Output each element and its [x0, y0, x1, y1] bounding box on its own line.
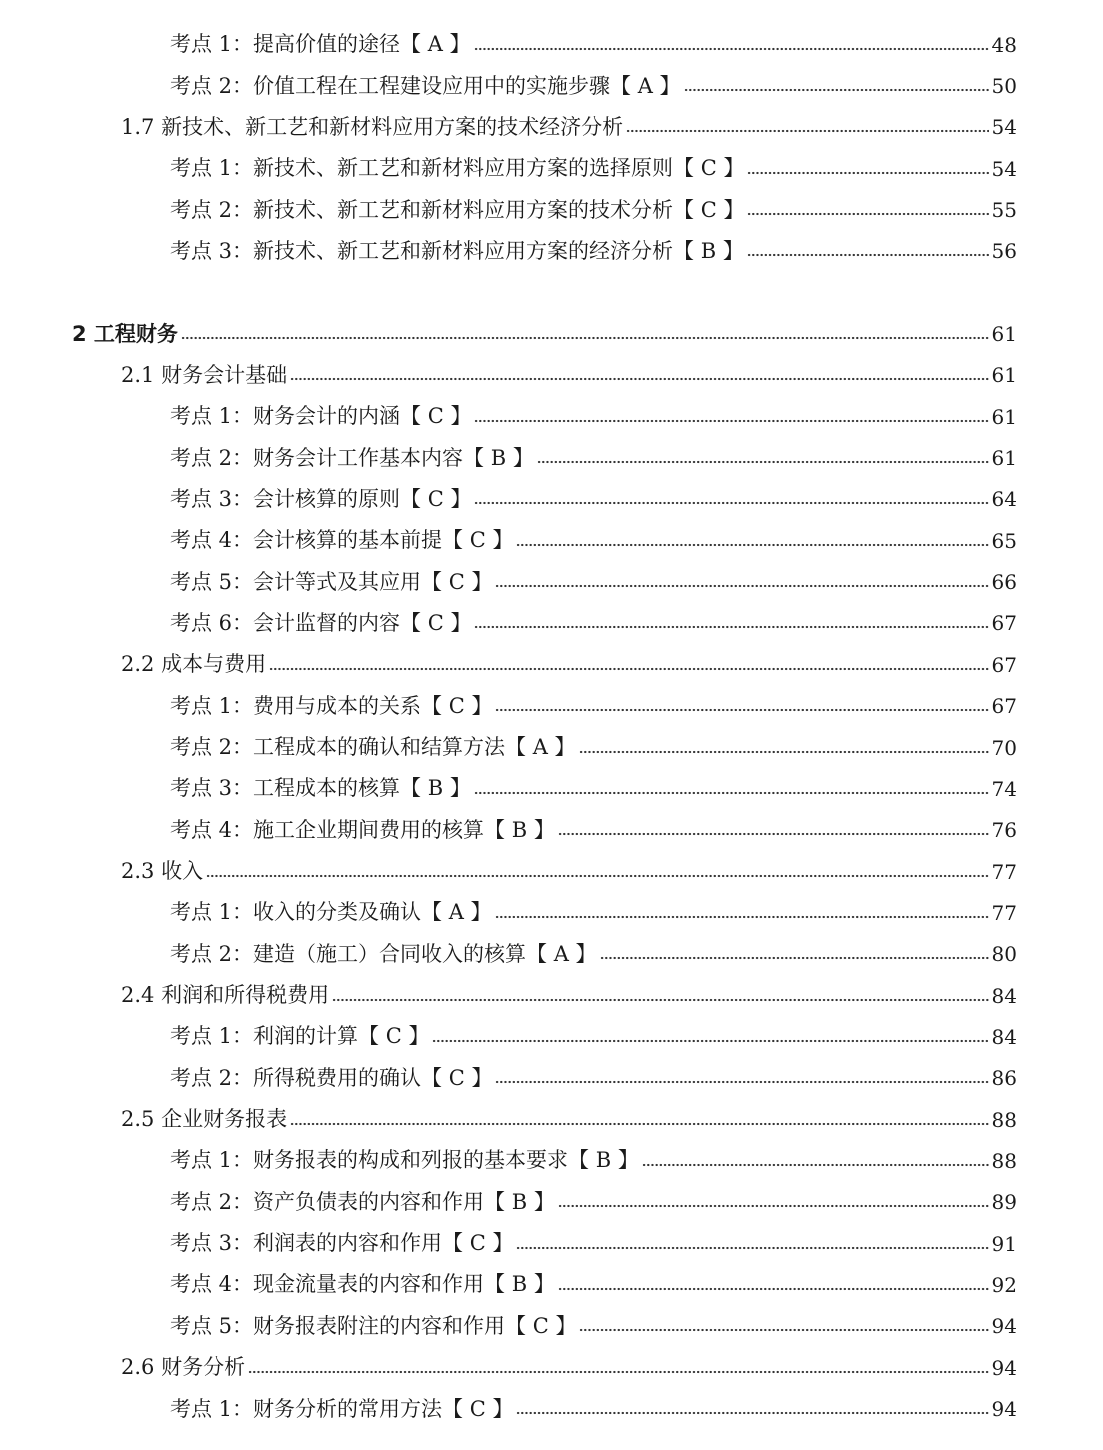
toc-point-entry[interactable] — [0, 479, 1103, 520]
toc-entry-label: 考点 1：财务会计的内涵【 C 】 — [170, 404, 472, 429]
toc-entry-page-number: 84 — [991, 1024, 1017, 1049]
toc-point-entry[interactable] — [0, 934, 1103, 975]
toc-entry-page-number: 88 — [991, 1107, 1017, 1132]
toc-entry-label: 2.1 财务会计基础 — [121, 362, 288, 387]
toc-entry-label: 考点 3：新技术、新工艺和新材料应用方案的经济分析【 B 】 — [170, 238, 744, 263]
dot-leader — [516, 543, 988, 547]
dot-leader — [516, 1411, 988, 1415]
toc-entry-label: 考点 2：价值工程在工程建设应用中的实施步骤【 A 】 — [170, 73, 681, 98]
dot-leader — [747, 212, 988, 216]
toc-entry-page-number: 80 — [991, 942, 1017, 967]
toc-entry-page-number: 54 — [991, 115, 1017, 140]
dot-leader — [474, 419, 988, 423]
toc-point-entry[interactable] — [0, 810, 1103, 851]
toc-point-entry[interactable] — [0, 686, 1103, 727]
dot-leader — [474, 501, 988, 505]
dot-leader — [642, 1163, 989, 1167]
dot-leader — [495, 708, 988, 712]
toc-point-entry[interactable] — [0, 1140, 1103, 1181]
dot-leader — [558, 832, 989, 836]
toc-entry-page-number: 88 — [991, 1148, 1017, 1173]
toc-section-entry[interactable] — [0, 644, 1103, 685]
dot-leader — [248, 1370, 988, 1374]
toc-entry-page-number: 61 — [991, 363, 1017, 388]
toc-entry-page-number: 86 — [991, 1066, 1017, 1091]
toc-point-entry[interactable] — [0, 148, 1103, 189]
toc-entry-label: 2.4 利润和所得税费用 — [121, 983, 330, 1008]
dot-leader — [558, 1204, 989, 1208]
dot-leader — [516, 1246, 988, 1250]
toc-entry-page-number: 65 — [991, 528, 1017, 553]
toc-entry-label: 考点 3：会计核算的原则【 C 】 — [170, 486, 472, 511]
dot-leader — [495, 1080, 988, 1084]
toc-entry-label: 考点 4：施工企业期间费用的核算【 B 】 — [170, 817, 555, 842]
toc-entry-page-number: 77 — [991, 900, 1017, 925]
toc-entry-page-number: 61 — [991, 446, 1017, 471]
toc-entry-label: 考点 5：会计等式及其应用【 C 】 — [170, 569, 493, 594]
toc-entry-label: 1.7 新技术、新工艺和新材料应用方案的技术经济分析 — [121, 114, 624, 139]
toc-section-entry[interactable] — [0, 975, 1103, 1016]
toc-point-entry[interactable] — [0, 65, 1103, 106]
toc-section-entry[interactable] — [0, 107, 1103, 148]
toc-point-entry[interactable] — [0, 1264, 1103, 1305]
dot-leader — [432, 1039, 988, 1043]
toc-section-entry[interactable] — [0, 851, 1103, 892]
toc-point-entry[interactable] — [0, 520, 1103, 561]
toc-point-entry[interactable] — [0, 24, 1103, 65]
dot-leader — [495, 584, 988, 588]
dot-leader — [269, 667, 988, 671]
toc-entry-label: 考点 2：新技术、新工艺和新材料应用方案的技术分析【 C 】 — [170, 197, 745, 222]
toc-section-entry[interactable] — [0, 1099, 1103, 1140]
toc-entry-page-number: 94 — [991, 1314, 1017, 1339]
toc-chapter-entry[interactable] — [0, 313, 1103, 354]
toc-point-entry[interactable] — [0, 231, 1103, 272]
toc-entry-page-number: 91 — [991, 1231, 1017, 1256]
toc-group-section-2 — [0, 313, 1103, 1429]
toc-entry-label: 考点 5：财务报表附注的内容和作用【 C 】 — [170, 1313, 577, 1338]
toc-entry-label: 2 工程财务 — [72, 321, 178, 346]
toc-entry-label: 考点 1：利润的计算【 C 】 — [170, 1024, 430, 1049]
dot-leader — [747, 171, 988, 175]
dot-leader — [206, 874, 988, 878]
toc-group-section-1 — [0, 24, 1103, 272]
toc-entry-page-number: 61 — [991, 404, 1017, 429]
dot-leader — [181, 336, 989, 340]
toc-point-entry[interactable] — [0, 892, 1103, 933]
toc-entry-label: 考点 2：资产负债表的内容和作用【 B 】 — [170, 1189, 555, 1214]
toc-entry-page-number: 94 — [991, 1355, 1017, 1380]
toc-entry-page-number: 94 — [991, 1397, 1017, 1422]
toc-point-entry[interactable] — [0, 727, 1103, 768]
toc-entry-page-number: 77 — [991, 859, 1017, 884]
dot-leader — [558, 1287, 989, 1291]
toc-point-entry[interactable] — [0, 437, 1103, 478]
toc-entry-page-number: 50 — [991, 74, 1017, 99]
dot-leader — [684, 88, 989, 92]
toc-entry-page-number: 56 — [991, 239, 1017, 264]
toc-point-entry[interactable] — [0, 1223, 1103, 1264]
toc-entry-page-number: 66 — [991, 570, 1017, 595]
dot-leader — [290, 377, 988, 381]
toc-section-entry[interactable] — [0, 355, 1103, 396]
dot-leader — [747, 253, 989, 257]
toc-entry-label: 考点 2：所得税费用的确认【 C 】 — [170, 1065, 493, 1090]
toc-entry-page-number: 64 — [991, 487, 1017, 512]
toc-point-entry[interactable] — [0, 1182, 1103, 1223]
toc-entry-label: 考点 3：工程成本的核算【 B 】 — [170, 776, 471, 801]
toc-entry-page-number: 67 — [991, 611, 1017, 636]
toc-entry-page-number: 48 — [991, 32, 1017, 57]
toc-point-entry[interactable] — [0, 1306, 1103, 1347]
toc-point-entry[interactable] — [0, 1388, 1103, 1429]
toc-entry-page-number: 74 — [991, 776, 1017, 801]
toc-point-entry[interactable] — [0, 1058, 1103, 1099]
dot-leader — [474, 625, 988, 629]
dot-leader — [332, 998, 988, 1002]
toc-point-entry[interactable] — [0, 396, 1103, 437]
dot-leader — [474, 791, 989, 795]
toc-entry-label: 考点 1：财务分析的常用方法【 C 】 — [170, 1396, 514, 1421]
toc-point-entry[interactable] — [0, 603, 1103, 644]
toc-section-entry[interactable] — [0, 1347, 1103, 1388]
dot-leader — [495, 915, 989, 919]
toc-entry-page-number: 67 — [991, 694, 1017, 719]
toc-entry-label: 考点 1：新技术、新工艺和新材料应用方案的选择原则【 C 】 — [170, 156, 745, 181]
toc-entry-label: 考点 4：现金流量表的内容和作用【 B 】 — [170, 1272, 555, 1297]
dot-leader — [290, 1122, 988, 1126]
dot-leader — [579, 750, 989, 754]
toc-entry-page-number: 70 — [991, 735, 1017, 760]
dot-leader — [600, 956, 989, 960]
dot-leader — [537, 460, 989, 464]
toc-entry-page-number: 76 — [991, 818, 1017, 843]
toc-entry-page-number: 61 — [991, 322, 1017, 347]
toc-entry-label: 考点 2：工程成本的确认和结算方法【 A 】 — [170, 735, 576, 760]
toc-point-entry[interactable] — [0, 1016, 1103, 1057]
toc-entry-page-number: 67 — [991, 652, 1017, 677]
toc-entry-page-number: 89 — [991, 1190, 1017, 1215]
toc-entry-label: 考点 2：建造（施工）合同收入的核算【 A 】 — [170, 941, 597, 966]
toc-entry-label: 考点 6：会计监督的内容【 C 】 — [170, 610, 472, 635]
dot-leader — [626, 129, 988, 133]
toc-entry-label: 考点 1：提高价值的途径【 A 】 — [170, 32, 471, 57]
section-gap — [0, 272, 1103, 313]
toc-entry-label: 考点 4：会计核算的基本前提【 C 】 — [170, 528, 514, 553]
toc-point-entry[interactable] — [0, 189, 1103, 230]
toc-entry-label: 考点 1：收入的分类及确认【 A 】 — [170, 900, 492, 925]
toc-entry-label: 考点 3：利润表的内容和作用【 C 】 — [170, 1231, 514, 1256]
toc-point-entry[interactable] — [0, 768, 1103, 809]
toc-entry-page-number: 92 — [991, 1272, 1017, 1297]
toc-entry-label: 考点 1：费用与成本的关系【 C 】 — [170, 693, 493, 718]
dot-leader — [474, 47, 989, 51]
table-of-contents — [0, 24, 1103, 1430]
toc-entry-label: 2.6 财务分析 — [121, 1355, 246, 1380]
toc-entry-label: 2.3 收入 — [121, 859, 204, 884]
toc-point-entry[interactable] — [0, 561, 1103, 602]
toc-entry-page-number: 84 — [991, 983, 1017, 1008]
toc-entry-page-number: 54 — [991, 156, 1017, 181]
toc-entry-page-number: 55 — [991, 198, 1017, 223]
toc-entry-label: 2.2 成本与费用 — [121, 652, 267, 677]
toc-entry-label: 考点 2：财务会计工作基本内容【 B 】 — [170, 445, 534, 470]
toc-entry-label: 考点 1：财务报表的构成和列报的基本要求【 B 】 — [170, 1148, 639, 1173]
dot-leader — [579, 1328, 988, 1332]
toc-entry-label: 2.5 企业财务报表 — [121, 1107, 288, 1132]
